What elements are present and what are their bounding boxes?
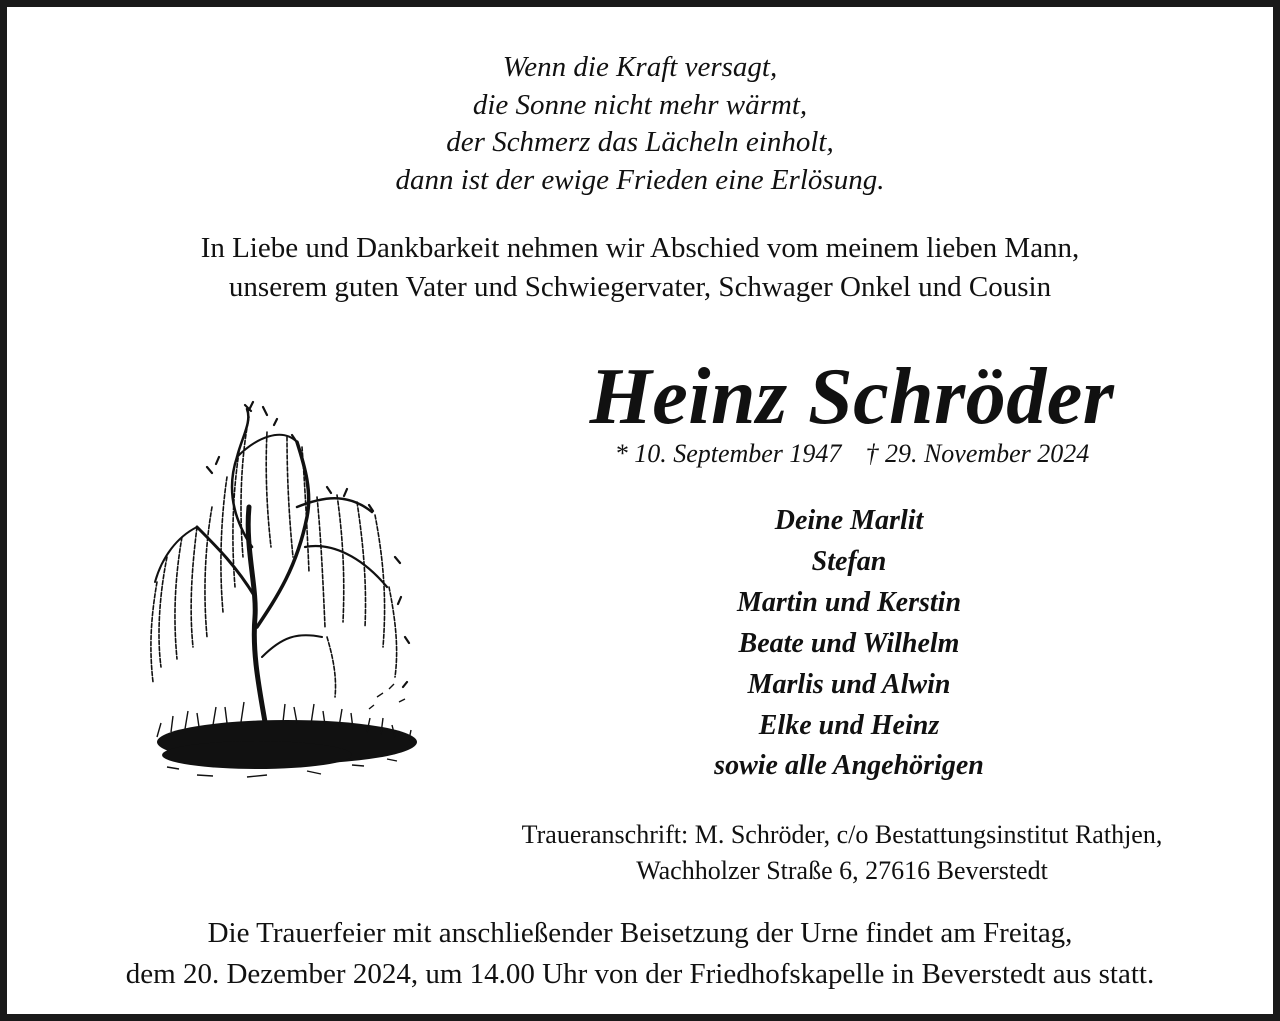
poem-line: dann ist der ewige Frieden eine Erlösung. [395, 163, 885, 196]
mourner: Stefan [811, 545, 887, 577]
mourner: Beate und Wilhelm [738, 627, 960, 659]
farewell-intro [7, 229, 1273, 306]
intro-line: unserem guten Vater und Schwiegervater, Schwager Onkel und Cousin [228, 270, 1052, 303]
mourner: Elke und Heinz [758, 709, 940, 741]
ceremony-line: dem 20. Dezember 2024, um 14.00 Uhr von der Friedhofskapelle in Beverstedt aus statt. [125, 957, 1155, 990]
life-dates [547, 436, 1157, 472]
address-line: Traueranschrift: M. Schröder, c/o Bestattungsinstitut Rathjen, [521, 820, 1163, 849]
mourning-address [462, 817, 1222, 889]
funeral-ceremony-info [7, 913, 1273, 994]
mourner: Martin und Kerstin [736, 586, 962, 618]
ceremony-line: Die Trauerfeier mit anschließender Beisetzung der Urne findet am Freitag, [207, 917, 1073, 949]
death-date: † 29. November 2024 [865, 439, 1090, 468]
mourner: sowie alle Angehörigen [714, 750, 984, 782]
address-line: Wachholzer Straße 6, 27616 Beverstedt [636, 856, 1048, 885]
weeping-willow-tree-icon [137, 397, 437, 817]
poem [7, 49, 1273, 199]
birth-date: * 10. September 1947 [614, 439, 842, 468]
intro-line: In Liebe und Dankbarkeit nehmen wir Abschied vom meinem lieben Mann, [200, 232, 1080, 264]
poem-line: Wenn die Kraft versagt, [502, 51, 778, 83]
mourners-list [599, 501, 1099, 787]
mourner: Deine Marlit [774, 505, 924, 536]
poem-line: der Schmerz das Lächeln einholt, [446, 126, 834, 158]
deceased-name: Heinz Schröder [589, 353, 1115, 441]
mourner: Marlis und Alwin [747, 668, 951, 700]
poem-line: die Sonne nicht mehr wärmt, [472, 88, 808, 121]
